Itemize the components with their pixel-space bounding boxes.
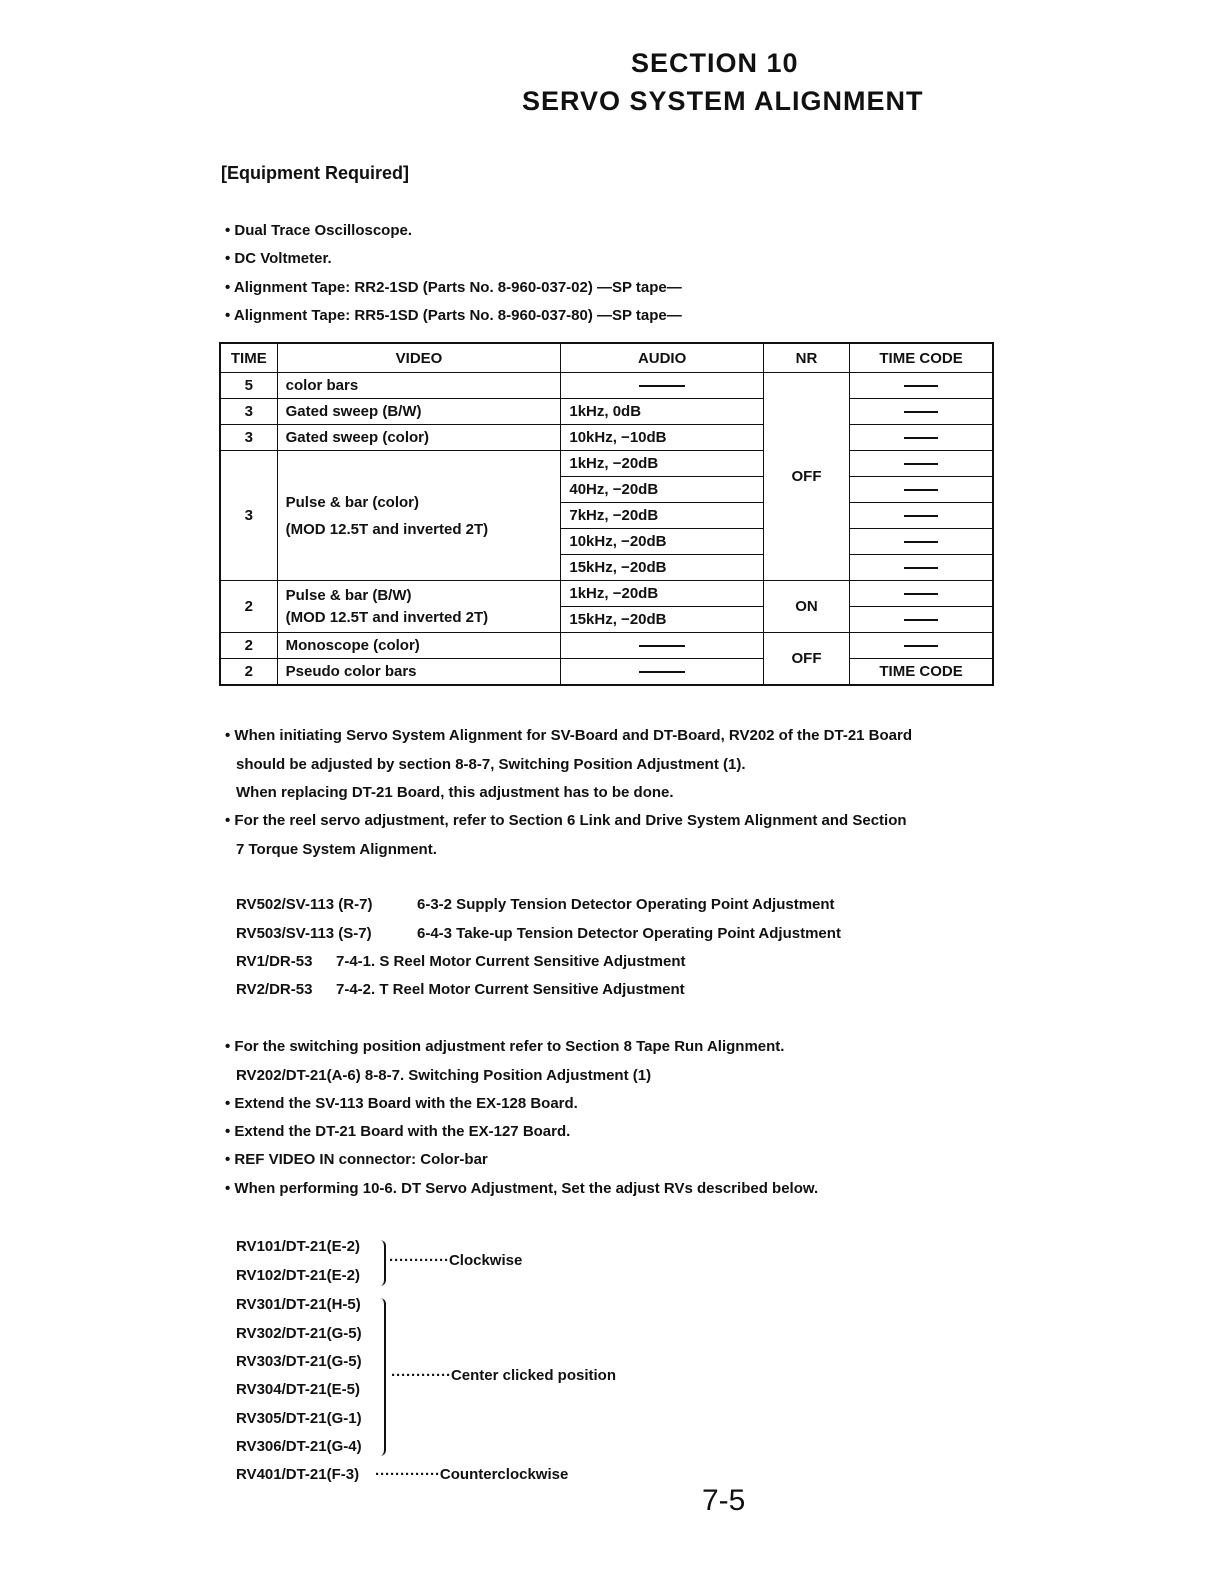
setting-ref: RV401/DT-21(F-3)	[236, 1466, 360, 1483]
rv-desc: 6-3-2 Supply Tension Detector Operating Point Adjustment	[417, 896, 835, 913]
note-item: • Extend the SV-113 Board with the EX-128 Board.	[225, 1095, 578, 1112]
time-code-cell	[850, 503, 993, 529]
audio-cell: 1kHz, −20dB	[561, 451, 764, 477]
rv-desc: 6-4-3 Take-up Tension Detector Operating Point Adjustment	[417, 925, 841, 942]
time-code-cell	[850, 633, 993, 659]
rv-desc: 7-4-2. T Reel Motor Current Sensitive Adjustment	[336, 981, 685, 998]
header-time-code: TIME CODE	[850, 343, 993, 373]
table-row	[220, 581, 993, 607]
nr-cell: OFF	[763, 633, 849, 686]
setting-ref: RV304/DT-21(E-5)	[236, 1381, 360, 1398]
video-cell: Gated sweep (B/W)	[277, 399, 561, 425]
time-cell: 3	[220, 451, 277, 581]
section-number: SECTION 10	[631, 48, 799, 78]
audio-cell	[561, 373, 764, 399]
time-code-cell	[850, 529, 993, 555]
video-cell: Pseudo color bars	[277, 659, 561, 686]
time-code-cell	[850, 581, 993, 607]
setting-label-ccw: ·············Counterclockwise	[375, 1466, 569, 1483]
equipment-item: • Dual Trace Oscilloscope.	[225, 222, 412, 239]
audio-cell: 15kHz, −20dB	[561, 555, 764, 581]
time-code-cell: TIME CODE	[850, 659, 993, 686]
rv-ref: RV503/SV-113 (S-7)	[236, 925, 372, 942]
audio-cell: 1kHz, 0dB	[561, 399, 764, 425]
audio-cell: 15kHz, −20dB	[561, 607, 764, 633]
equipment-heading: [Equipment Required]	[221, 163, 409, 183]
time-cell: 2	[220, 659, 277, 686]
note-line: 7 Torque System Alignment.	[236, 841, 437, 858]
setting-label-center: ············Center clicked position	[391, 1367, 616, 1384]
video-line: Pulse & bar (color)	[285, 493, 419, 511]
time-cell: 2	[220, 633, 277, 659]
audio-cell: 10kHz, −10dB	[561, 425, 764, 451]
time-code-cell	[850, 451, 993, 477]
table-header-row	[220, 343, 993, 373]
table-row	[220, 373, 993, 399]
header-time: TIME	[220, 343, 277, 373]
table-row	[220, 451, 993, 477]
brace-center	[376, 1298, 386, 1456]
nr-cell: OFF	[763, 373, 849, 581]
brace-clockwise	[376, 1240, 386, 1286]
time-code-cell	[850, 425, 993, 451]
setting-ref: RV306/DT-21(G-4)	[236, 1438, 362, 1455]
rv-ref: RV502/SV-113 (R-7)	[236, 896, 373, 913]
time-cell: 3	[220, 399, 277, 425]
note-line: When replacing DT-21 Board, this adjustment has to be done.	[236, 784, 674, 801]
setting-ref: RV101/DT-21(E-2)	[236, 1238, 360, 1255]
setting-label-clockwise: ············Clockwise	[389, 1252, 523, 1269]
table-row	[220, 399, 993, 425]
setting-ref: RV303/DT-21(G-5)	[236, 1353, 362, 1370]
nr-cell: ON	[763, 581, 849, 633]
note-line: should be adjusted by section 8-8-7, Switching Position Adjustment (1).	[236, 756, 746, 773]
video-line: (MOD 12.5T and inverted 2T)	[285, 608, 489, 626]
note-item: • For the switching position adjustment refer to Section 8 Tape Run Alignment.	[225, 1038, 785, 1055]
note-item: • When performing 10-6. DT Servo Adjustment, Set the adjust RVs described below.	[225, 1180, 819, 1197]
audio-cell: 10kHz, −20dB	[561, 529, 764, 555]
header-video: VIDEO	[277, 343, 561, 373]
audio-cell: 1kHz, −20dB	[561, 581, 764, 607]
setting-ref: RV305/DT-21(G-1)	[236, 1410, 362, 1427]
page-title: SERVO SYSTEM ALIGNMENT	[522, 86, 924, 116]
equipment-item: • Alignment Tape: RR2-1SD (Parts No. 8-960-037-02) —SP tape—	[225, 279, 682, 296]
table-row	[220, 659, 993, 686]
video-cell: Gated sweep (color)	[277, 425, 561, 451]
header-nr: NR	[763, 343, 849, 373]
time-code-cell	[850, 373, 993, 399]
video-line: (MOD 12.5T and inverted 2T)	[285, 520, 489, 538]
page-number: 7-5	[702, 1484, 746, 1517]
setting-ref: RV301/DT-21(H-5)	[236, 1296, 361, 1313]
audio-cell: 7kHz, −20dB	[561, 503, 764, 529]
time-cell: 3	[220, 425, 277, 451]
table-row	[220, 633, 993, 659]
setting-ref: RV102/DT-21(E-2)	[236, 1267, 360, 1284]
equipment-item: • DC Voltmeter.	[225, 250, 332, 267]
video-cell	[277, 451, 561, 581]
time-code-cell	[850, 555, 993, 581]
audio-cell	[561, 633, 764, 659]
signal-table	[219, 342, 994, 686]
note-item: • For the reel servo adjustment, refer to Section 6 Link and Drive System Alignment and Section	[225, 812, 907, 829]
video-line: Pulse & bar (B/W)	[285, 586, 412, 604]
audio-cell: 40Hz, −20dB	[561, 477, 764, 503]
note-item: • Extend the DT-21 Board with the EX-127 Board.	[225, 1123, 571, 1140]
setting-ref: RV302/DT-21(G-5)	[236, 1325, 362, 1342]
rv-ref: RV2/DR-53	[236, 981, 313, 998]
time-cell: 2	[220, 581, 277, 633]
time-code-cell	[850, 477, 993, 503]
audio-cell	[561, 659, 764, 686]
table-row	[220, 425, 993, 451]
rv-desc: 7-4-1. S Reel Motor Current Sensitive Adjustment	[336, 953, 686, 970]
video-cell	[277, 581, 561, 633]
time-code-cell	[850, 607, 993, 633]
note-line: RV202/DT-21(A-6) 8-8-7. Switching Position Adjustment (1)	[236, 1067, 652, 1084]
video-cell: color bars	[277, 373, 561, 399]
header-audio: AUDIO	[561, 343, 764, 373]
video-cell: Monoscope (color)	[277, 633, 561, 659]
time-cell: 5	[220, 373, 277, 399]
equipment-item: • Alignment Tape: RR5-1SD (Parts No. 8-960-037-80) —SP tape—	[225, 307, 682, 324]
time-code-cell	[850, 399, 993, 425]
note-item: • When initiating Servo System Alignment for SV-Board and DT-Board, RV202 of the DT-21 Board	[225, 727, 913, 744]
rv-ref: RV1/DR-53	[236, 953, 313, 970]
note-item: • REF VIDEO IN connector: Color-bar	[225, 1151, 488, 1168]
